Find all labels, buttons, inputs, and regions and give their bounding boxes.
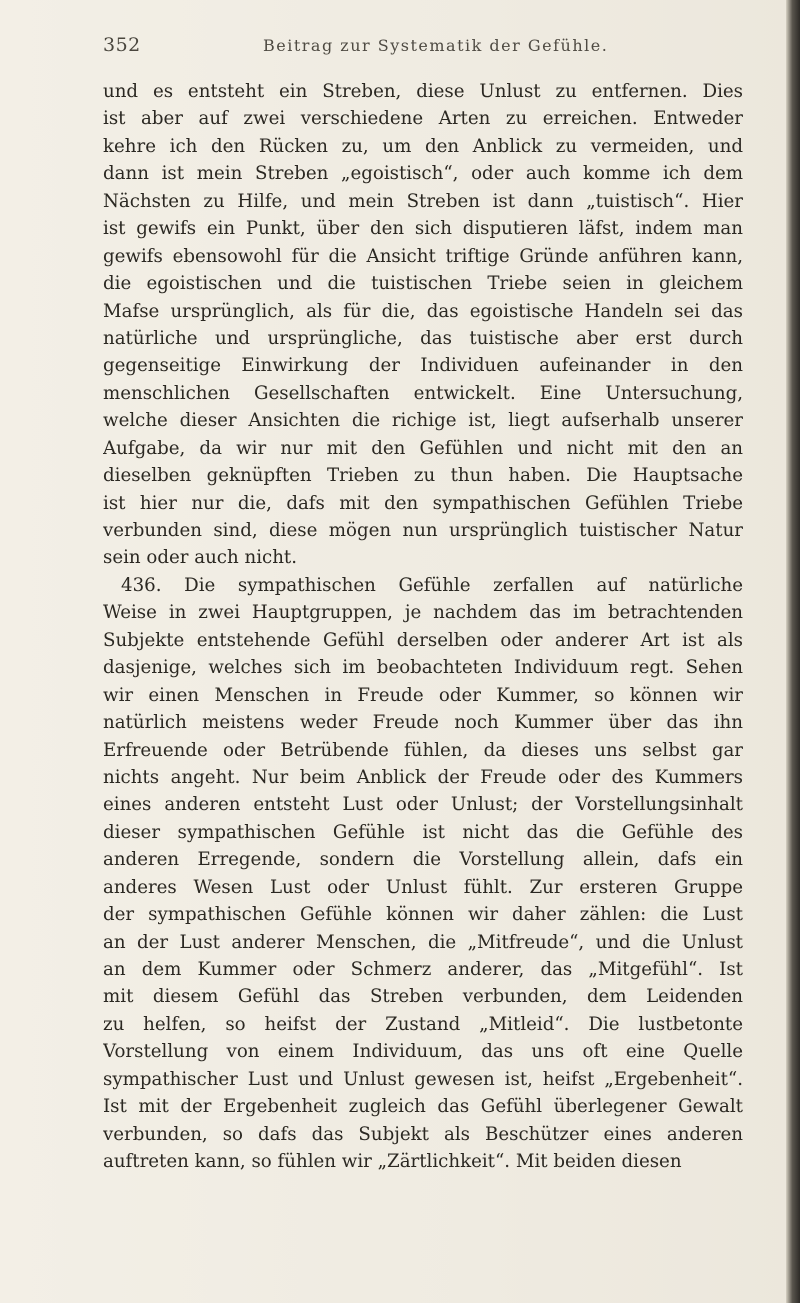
- text-line: dann ist mein Streben „egoistisch“, oder auch komme ich dem: [103, 163, 743, 185]
- text-line: welche dieser Ansichten die richige ist, liegt aufserhalb unserer: [103, 410, 743, 432]
- text-line: natürliche und ursprüngliche, das tuistische aber erst durch: [103, 327, 743, 349]
- text-line: auftreten kann, so fühlen wir „Zärtlichkeit“. Mit beiden diesen: [103, 1151, 682, 1173]
- text-line: verbunden, so dafs das Subjekt als Beschützer eines anderen: [103, 1123, 743, 1145]
- page-number: 352: [103, 34, 141, 56]
- text-line: sein oder auch nicht.: [103, 547, 297, 569]
- text-line: anderen Erregende, sondern die Vorstellung allein, dafs ein: [103, 849, 743, 871]
- text-line: 436. Die sympathischen Gefühle zerfallen auf natürliche: [121, 574, 743, 596]
- text-line: nichts angeht. Nur beim Anblick der Freude oder des Kummers: [103, 766, 743, 788]
- text-line: verbunden sind, diese mögen nun ursprünglich tuistischer Natur: [103, 520, 743, 541]
- text-line: ist aber auf zwei verschiedene Arten zu erreichen. Entweder: [103, 108, 743, 130]
- text-line: dasjenige, welches sich im beobachteten Individuum regt. Sehen: [103, 657, 743, 679]
- text-line: gewifs ebensowohl für die Ansicht triftige Gründe anführen kann,: [103, 245, 743, 267]
- text-line: an der Lust anderer Menschen, die „Mitfreude“, und die Unlust: [103, 931, 743, 953]
- running-title: Beitrag zur Systematik der Gefühle.: [263, 36, 609, 55]
- text-line: zu helfen, so heifst der Zustand „Mitleid“. Die lustbetonte: [103, 1013, 743, 1035]
- text-line: menschlichen Gesellschaften entwickelt. Eine Untersuchung,: [103, 382, 743, 404]
- text-line: an dem Kummer oder Schmerz anderer, das „Mitgefühl“. Ist: [103, 959, 743, 980]
- text-line: und es entsteht ein Streben, diese Unlust zu entfernen. Dies: [103, 81, 743, 102]
- text-line: die egoistischen und die tuistischen Triebe seien in gleichem: [103, 273, 743, 295]
- text-line: Mafse ursprünglich, als für die, das egoistische Handeln sei das: [103, 300, 743, 322]
- text-line: anderes Wesen Lust oder Unlust fühlt. Zur ersteren Gruppe: [103, 876, 743, 898]
- text-line: natürlich meistens weder Freude noch Kummer über das ihn: [103, 712, 743, 734]
- text-line: ist gewifs ein Punkt, über den sich disputieren läfst, indem man: [103, 218, 743, 240]
- text-line: Aufgabe, da wir nur mit den Gefühlen und nicht mit den an: [103, 437, 743, 459]
- text-line: kehre ich den Rücken zu, um den Anblick zu vermeiden, und: [103, 135, 743, 157]
- text-line: Erfreuende oder Betrübende fühlen, da dieses uns selbst gar: [103, 739, 743, 761]
- text-line: gegenseitige Einwirkung der Individuen aufeinander in den: [103, 355, 743, 377]
- text-line: der sympathischen Gefühle können wir daher zählen: die Lust: [103, 904, 743, 926]
- page-edge-shadow: [786, 0, 800, 1303]
- text-line: Nächsten zu Hilfe, und mein Streben ist dann „tuistisch“. Hier: [103, 190, 743, 212]
- text-line: Vorstellung von einem Individuum, das uns oft eine Quelle: [103, 1041, 743, 1063]
- text-line: wir einen Menschen in Freude oder Kummer, so können wir: [103, 684, 743, 706]
- text-line: Subjekte entstehende Gefühl derselben oder anderer Art ist als: [103, 629, 743, 651]
- text-line: mit diesem Gefühl das Streben verbunden, dem Leidenden: [103, 986, 743, 1008]
- text-line: dieser sympathischen Gefühle ist nicht das die Gefühle des: [103, 821, 743, 843]
- text-line: ist hier nur die, dafs mit den sympathischen Gefühlen Triebe: [103, 492, 743, 514]
- page-header: [103, 34, 743, 64]
- body-text: [103, 78, 743, 1176]
- text-line: eines anderen entsteht Lust oder Unlust; der Vorstellungsinhalt: [103, 794, 743, 816]
- text-line: dieselben geknüpften Trieben zu thun haben. Die Hauptsache: [103, 465, 743, 487]
- text-line: sympathischer Lust und Unlust gewesen ist, heifst „Ergebenheit“.: [103, 1068, 743, 1090]
- text-line: Weise in zwei Hauptgruppen, je nachdem das im betrachtenden: [103, 602, 743, 624]
- text-line: Ist mit der Ergebenheit zugleich das Gefühl überlegener Gewalt: [103, 1096, 743, 1118]
